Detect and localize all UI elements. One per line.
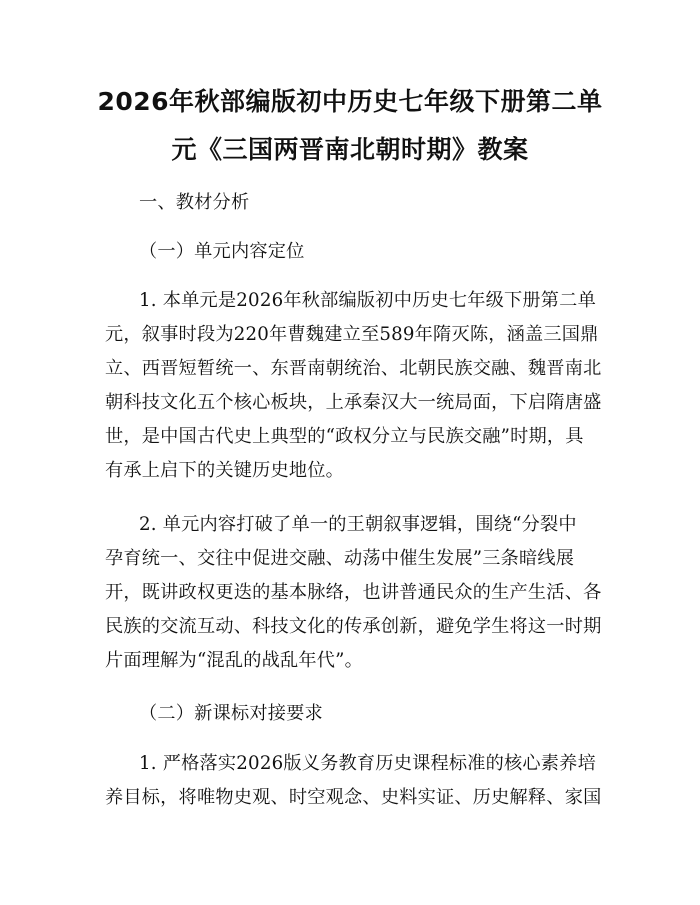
paragraph-1-line-4: 朝科技文化五个核心板块，上承秦汉大一统局面，下启隋唐盛: [105, 392, 602, 413]
paragraph-1-line-1: 1. 本单元是2026年秋部编版初中历史七年级下册第二单: [139, 290, 596, 311]
paragraph-3-line-1: 1. 严格落实2026版义务教育历史课程标准的核心素养培: [139, 753, 596, 774]
paragraph-1-line-6: 有承上启下的关键历史地位。: [105, 460, 345, 481]
paragraph-2-line-1: 2. 单元内容打破了单一的王朝叙事逻辑，围绕“分裂中: [139, 514, 577, 535]
paragraph-3-line-2: 养目标，将唯物史观、时空观念、史料实证、历史解释、家国: [105, 787, 602, 808]
subsection-heading-curriculum-standard: （二）新课标对接要求: [139, 703, 323, 724]
paragraph-2-line-4: 民族的交流互动、科技文化的传承创新，避免学生将这一时期: [105, 616, 602, 637]
paragraph-1-line-2: 元，叙事时段为220年曹魏建立至589年隋灭陈，涵盖三国鼎: [105, 324, 599, 345]
subsection-heading-unit-positioning: （一）单元内容定位: [139, 241, 305, 262]
document-title-line-2: 元《三国两晋南北朝时期》教案: [171, 135, 529, 164]
document-title-line-1: 2026年秋部编版初中历史七年级下册第二单: [97, 87, 603, 116]
paragraph-1-line-5: 世，是中国古代史上典型的“政权分立与民族交融”时期，具: [105, 426, 584, 447]
paragraph-1-line-3: 立、西晋短暂统一、东晋南朝统治、北朝民族交融、魏晋南北: [105, 358, 602, 379]
paragraph-2-line-3: 开，既讲政权更迭的基本脉络，也讲普通民众的生产生活、各: [105, 582, 602, 603]
paragraph-2-line-5: 片面理解为“混乱的战乱年代”。: [105, 650, 364, 671]
paragraph-2-line-2: 孕育统一、交往中促进交融、动荡中催生发展”三条暗线展: [105, 548, 575, 569]
section-heading-teaching-material-analysis: 一、教材分析: [139, 192, 250, 213]
